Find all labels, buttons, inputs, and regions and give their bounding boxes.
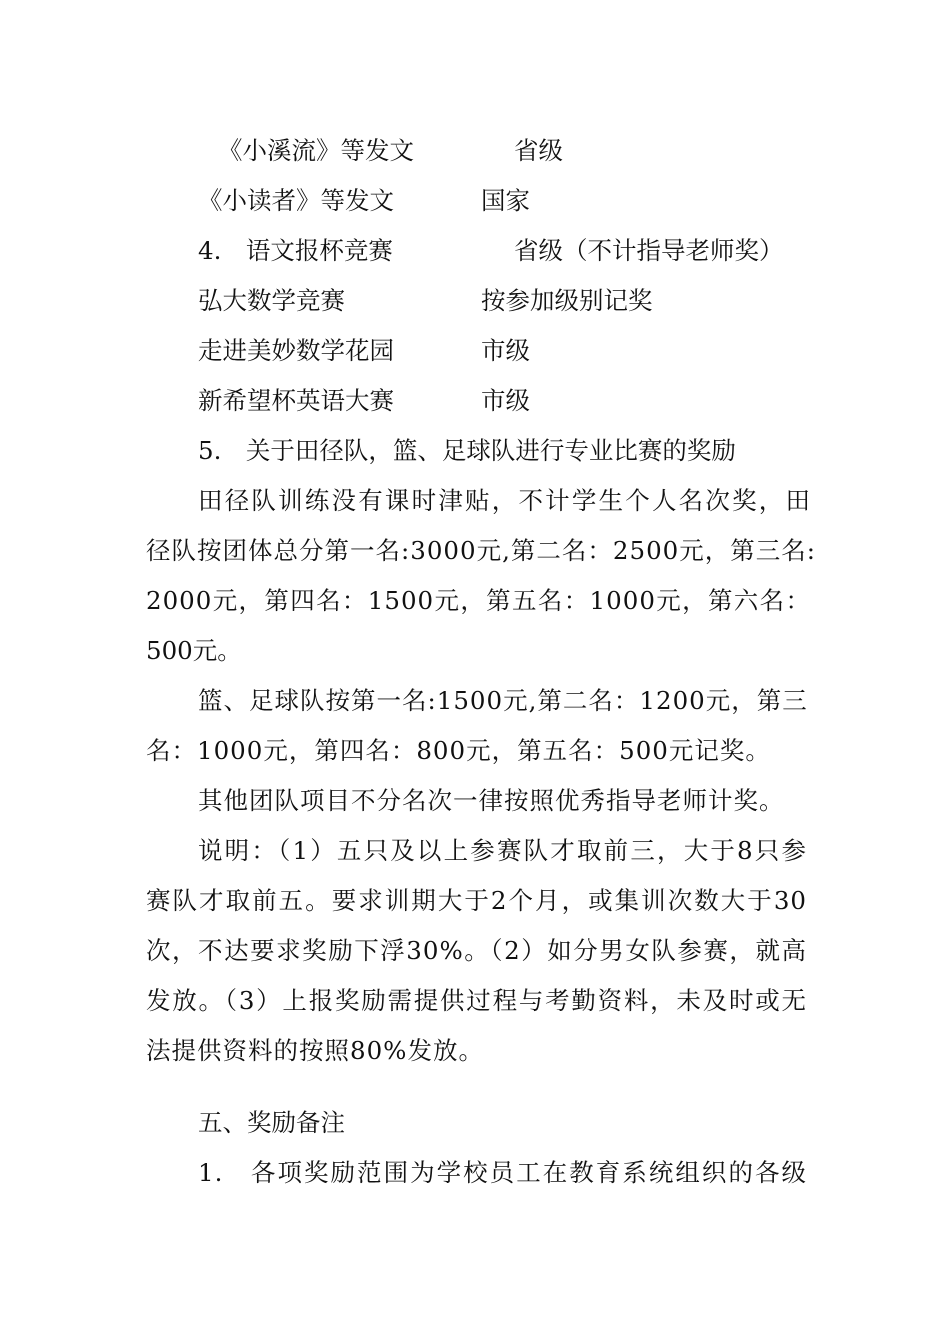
- award-name-yuwenbao: 4. 语文报杯竞赛: [198, 236, 393, 265]
- track-paragraph-line-2: 径队按团体总分第一名:3000元,第二名：2500元，第三名:: [146, 536, 816, 565]
- section5-item1: 1. 各项奖励范围为学校员工在教育系统组织的各级: [198, 1158, 807, 1187]
- other-team-paragraph: 其他团队项目不分名次一律按照优秀指导老师计奖。: [198, 786, 785, 815]
- item5-heading: 5. 关于田径队，篮、足球队进行专业比赛的奖励: [198, 436, 736, 465]
- award-name-xiaoxiliu: 《小溪流》等发文: [218, 136, 414, 165]
- track-paragraph-line-3: 2000元，第四名：1500元，第五名：1000元，第六名：: [146, 586, 811, 615]
- award-level-math-garden: 市级: [481, 336, 530, 365]
- note-paragraph-line-3: 次，不达要求奖励下浮30%。（2）如分男女队参赛，就高: [146, 936, 807, 965]
- award-level-english-contest: 市级: [481, 386, 530, 415]
- note-paragraph-line-4: 发放。（3）上报奖励需提供过程与考勤资料，未及时或无: [146, 986, 807, 1015]
- note-paragraph-line-5: 法提供资料的按照80%发放。: [146, 1036, 484, 1065]
- section5-heading: 五、奖励备注: [198, 1108, 345, 1137]
- award-level-yuwenbao: 省级（不计指导老师奖）: [514, 236, 784, 265]
- award-name-xiaoduzhe: 《小读者》等发文: [198, 186, 394, 215]
- award-name-english-contest: 新希望杯英语大赛: [198, 386, 394, 415]
- award-name-math-garden: 走进美妙数学花园: [198, 336, 394, 365]
- note-paragraph-line-2: 赛队才取前五。要求训期大于2个月，或集训次数大于30: [146, 886, 807, 915]
- award-name-hongda-math: 弘大数学竞赛: [198, 286, 345, 315]
- ball-paragraph-line-2: 名：1000元，第四名：800元，第五名：500元记奖。: [146, 736, 771, 765]
- ball-paragraph-line-1: 篮、足球队按第一名:1500元,第二名：1200元，第三: [198, 686, 808, 715]
- track-paragraph-line-4: 500元。: [146, 636, 242, 665]
- track-paragraph-line-1: 田径队训练没有课时津贴，不计学生个人名次奖，田: [198, 486, 811, 515]
- note-paragraph-line-1: 说明：（1）五只及以上参赛队才取前三，大于8只参: [198, 836, 807, 865]
- award-level-xiaoxiliu: 省级: [514, 136, 563, 165]
- award-level-hongda-math: 按参加级别记奖: [481, 286, 653, 315]
- award-level-xiaoduzhe: 国家: [481, 186, 530, 215]
